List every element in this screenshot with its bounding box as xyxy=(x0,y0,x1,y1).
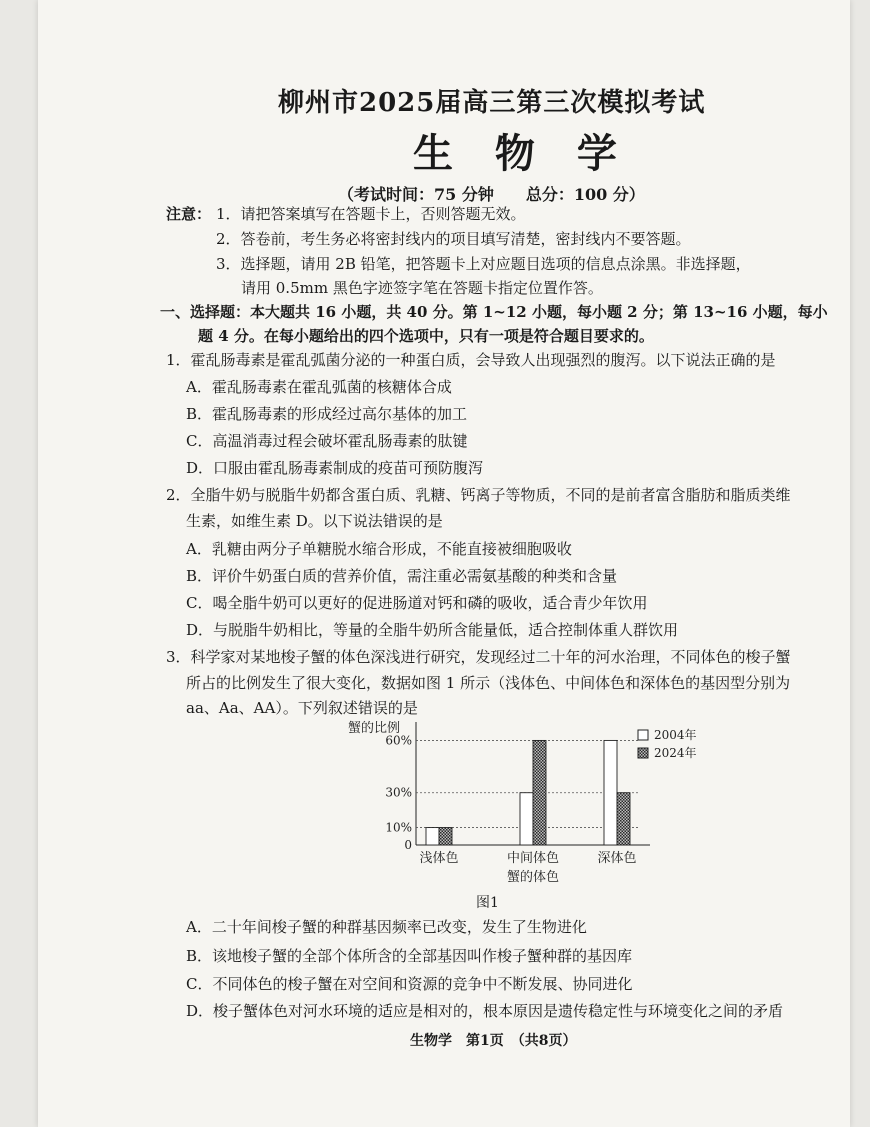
question-2-stem-line2: 生素，如维生素 D。以下说法错误的是 xyxy=(186,512,443,530)
legend-label-2004: 2004年 xyxy=(654,728,697,742)
question-3-option-a: A．二十年间梭子蟹的种群基因频率已改变，发生了生物进化 xyxy=(186,918,587,936)
note-2: 2．答卷前，考生务必将密封线内的项目填写清楚，密封线内不要答题。 xyxy=(216,230,691,248)
notes-label: 注意： xyxy=(166,205,212,223)
y-tick-label: 0 xyxy=(404,838,412,852)
question-1-option-c: C．高温消毒过程会破坏霍乱肠毒素的肽键 xyxy=(186,432,468,450)
bar-2024-1 xyxy=(533,740,546,845)
question-3-stem-line1: 3．科学家对某地梭子蟹的体色深浅进行研究，发现经过二十年的河水治理，不同体色的梭子蟹 xyxy=(166,648,791,666)
question-2-option-c: C．喝全脂牛奶可以更好的促进肠道对钙和磷的吸收，适合青少年饮用 xyxy=(186,594,648,612)
y-axis-label: 蟹的比例 xyxy=(348,721,401,736)
y-tick-label: 30% xyxy=(385,785,412,800)
question-1-option-a: A．霍乱肠毒素在霍乱弧菌的核糖体合成 xyxy=(186,378,452,396)
question-3-stem-line2: 所占的比例发生了很大变化，数据如图 1 所示（浅体色、中间体色和深体色的基因型分别为 xyxy=(186,674,791,692)
question-2-option-a: A．乳糖由两分子单糖脱水缩合形成，不能直接被细胞吸收 xyxy=(186,540,572,558)
figure-1-bar-chart xyxy=(338,718,718,893)
legend-swatch-2024 xyxy=(638,748,648,758)
note-1: 1．请把答案填写在答题卡上，否则答题无效。 xyxy=(216,205,526,223)
legend-label-2024: 2024年 xyxy=(654,746,697,760)
section-header-line1: 一、选择题：本大题共 16 小题，共 40 分。第 1~12 小题，每小题 2 分；第 13~16 小题，每小 xyxy=(160,303,828,321)
question-3-stem-line3: aa、Aa、AA）。下列叙述错误的是 xyxy=(186,699,418,717)
y-tick-label: 60% xyxy=(385,733,412,748)
question-2-option-d: D．与脱脂牛奶相比，等量的全脂牛奶所含能量低，适合控制体重人群饮用 xyxy=(186,621,679,639)
section-header-line2: 题 4 分。在每小题给出的四个选项中，只有一项是符合题目要求的。 xyxy=(198,327,654,345)
figure-caption: 图1 xyxy=(476,895,499,911)
question-1-option-b: B．霍乱肠毒素的形成经过高尔基体的加工 xyxy=(186,405,468,423)
bar-2004-0 xyxy=(426,828,439,845)
question-1-option-d: D．口服由霍乱肠毒素制成的疫苗可预防腹泻 xyxy=(186,459,484,477)
legend-swatch-2004 xyxy=(638,730,648,740)
exam-title: 柳州市2025届高三第三次模拟考试 xyxy=(278,88,706,118)
subject-title: 生 物 学 xyxy=(413,130,631,177)
question-2-stem-line1: 2．全脂牛奶与脱脂牛奶都含蛋白质、乳糖、钙离子等物质，不同的是前者富含脂肪和脂质类维 xyxy=(166,486,791,504)
x-tick-label: 中间体色 xyxy=(506,851,560,866)
x-tick-label: 浅体色 xyxy=(419,851,459,866)
page-footer: 生物学 第1页 （共8页） xyxy=(410,1033,577,1049)
question-2-option-b: B．评价牛奶蛋白质的营养价值，需注重必需氨基酸的种类和含量 xyxy=(186,567,618,585)
bar-2024-2 xyxy=(617,793,630,845)
note-3-continued: 请用 0.5mm 黑色字迹签字笔在答题卡指定位置作答。 xyxy=(241,279,603,297)
question-1-stem: 1．霍乱肠毒素是霍乱弧菌分泌的一种蛋白质，会导致人出现强烈的腹泻。以下说法正确的是 xyxy=(166,351,776,369)
question-3-option-c: C．不同体色的梭子蟹在对空间和资源的竞争中不断发展、协同进化 xyxy=(186,975,633,993)
bar-2004-2 xyxy=(604,740,617,845)
question-3-option-d: D．梭子蟹体色对河水环境的适应是相对的，根本原因是遗传稳定性与环境变化之间的矛盾 xyxy=(186,1002,784,1020)
question-3-option-b: B．该地梭子蟹的全部个体所含的全部基因叫作梭子蟹种群的基因库 xyxy=(186,947,633,965)
x-axis-label: 蟹的体色 xyxy=(506,870,560,885)
x-tick-label: 深体色 xyxy=(597,851,637,866)
exam-page xyxy=(38,0,850,1127)
y-tick-label: 10% xyxy=(385,820,412,835)
note-3: 3．选择题，请用 2B 铅笔，把答题卡上对应题目选项的信息点涂黑。非选择题， xyxy=(216,255,751,273)
exam-meta: （考试时间：75 分钟 总分：100 分） xyxy=(338,185,645,204)
bar-2024-0 xyxy=(439,828,452,845)
bar-2004-1 xyxy=(520,793,533,845)
